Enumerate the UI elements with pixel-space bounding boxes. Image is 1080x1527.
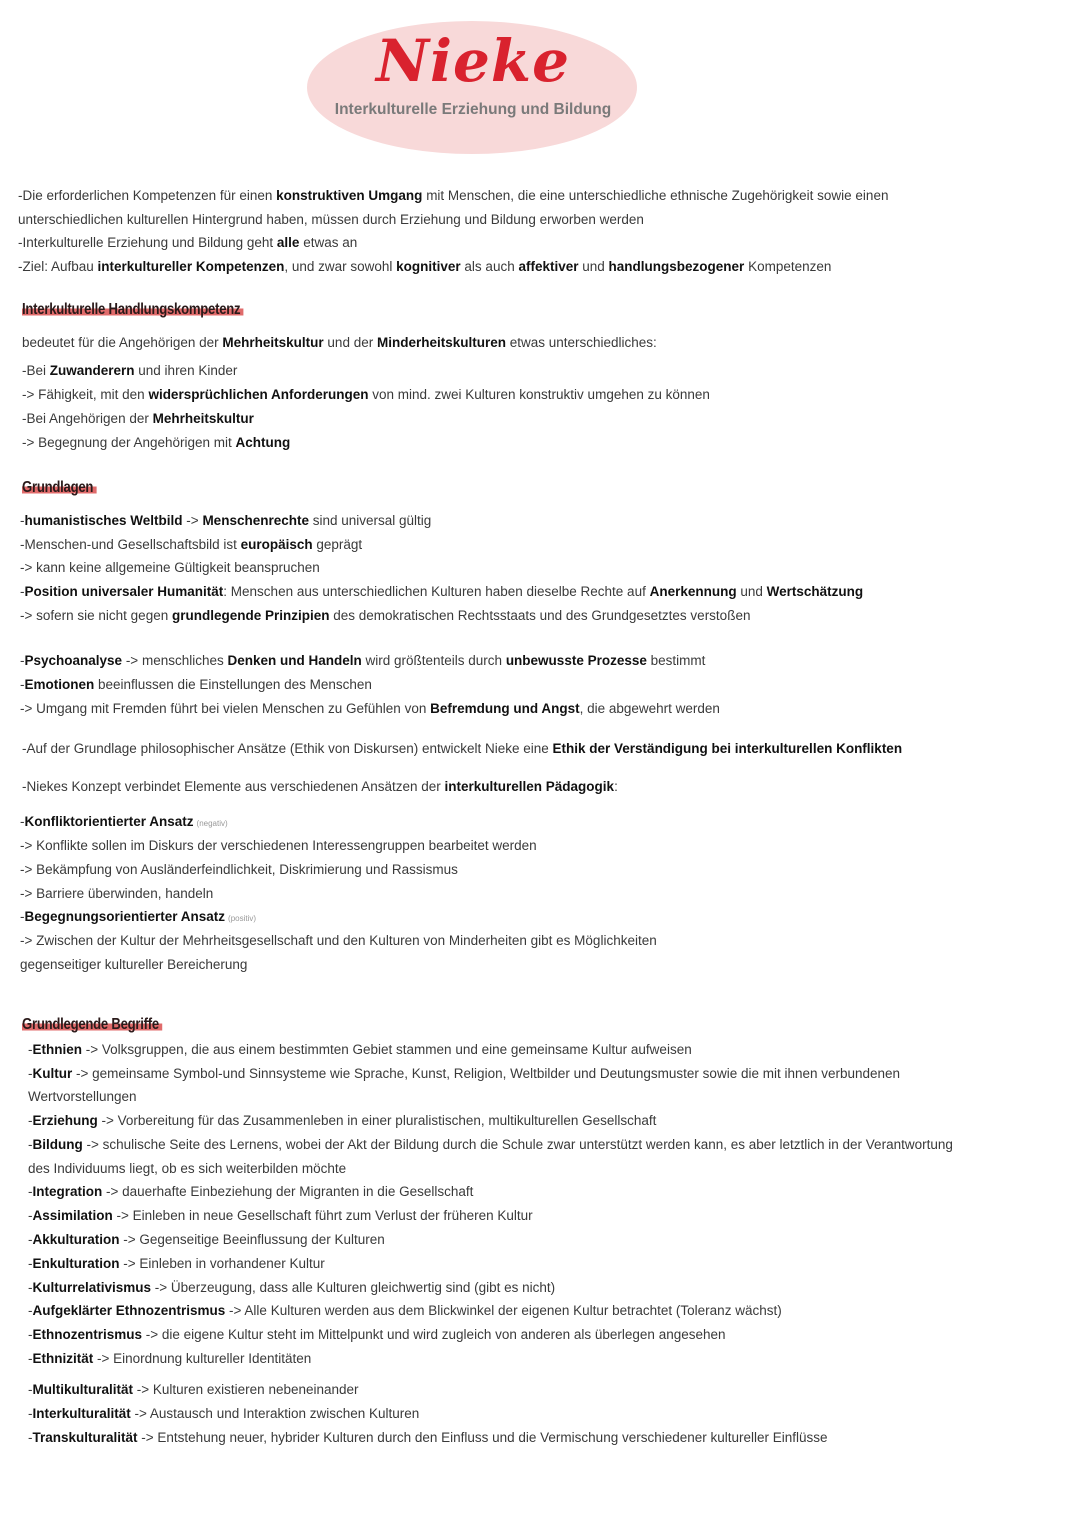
text-segment: bedeutet für die Angehörigen der [22, 335, 223, 350]
emphasized-term: Multikulturalität [32, 1382, 133, 1397]
emphasized-term: Transkulturalität [32, 1430, 138, 1445]
emphasized-term: Bildung [32, 1137, 83, 1152]
emphasized-term: Wertschätzung [766, 584, 864, 599]
text-segment: -Die erforderlichen Kompetenzen für einen [18, 188, 277, 203]
text-segment: - [28, 1280, 33, 1295]
text-line [28, 1160, 346, 1178]
text-segment: -> menschliches [122, 653, 228, 668]
emphasized-term: grundlegende Prinzipien [171, 608, 330, 623]
emphasized-term: Befremdung und Angst [430, 701, 580, 716]
emphasized-term: humanistisches Weltbild [24, 513, 183, 528]
text-segment: -> die eigene Kultur steht im Mittelpunkt und wird zugleich von anderen als überlegen angesehen [142, 1327, 726, 1342]
text-segment: - [28, 1208, 33, 1223]
text-segment: -> Überzeugung, dass alle Kulturen gleichwertig sind (gibt es nicht) [151, 1280, 556, 1295]
text-line [20, 861, 458, 879]
text-segment: -Ziel: Aufbau [18, 259, 98, 274]
text-line [28, 1350, 311, 1368]
text-line [22, 434, 290, 452]
text-segment: - [28, 1184, 33, 1199]
intro-line [18, 211, 644, 229]
emphasized-term: Kultur [32, 1066, 73, 1081]
emphasized-term: Erziehung [32, 1113, 98, 1128]
text-segment: -Menschen-und Gesellschaftsbild ist [20, 537, 241, 552]
text-line [20, 652, 705, 670]
text-segment: , die abgewehrt werden [579, 701, 720, 716]
text-line [28, 1112, 656, 1130]
text-segment: mit Menschen, die eine unterschiedliche ethnische Zugehörigkeit sowie einen [422, 188, 889, 203]
text-line [20, 932, 657, 950]
text-segment: und [578, 259, 609, 274]
text-line [20, 908, 256, 928]
text-line [22, 386, 710, 404]
text-segment: - [20, 513, 25, 528]
heading-text: Interkulturelle Handlungskompetenz [22, 301, 244, 318]
text-segment: -Bei Angehörigen der [22, 411, 153, 426]
emphasized-term: Mehrheitskultur [152, 411, 254, 426]
emphasized-term: Anerkennung [649, 584, 737, 599]
text-line [28, 1279, 555, 1297]
text-line [20, 956, 247, 974]
text-line [28, 1183, 473, 1201]
text-segment: -> Entstehung neuer, hybrider Kulturen durch den Einfluss und die Vermischung verschiedener kultureller Einflüsse [137, 1430, 828, 1445]
text-line [22, 778, 618, 796]
text-line [20, 559, 320, 577]
text-segment: -> schulische Seite des Lernens, wobei der Akt der Bildung durch die Schule zwar unterstützt werden kann, es aber letztlich in der Verantwortung [82, 1137, 953, 1152]
text-line [22, 740, 902, 758]
text-segment: -> Vorbereitung für das Zusammenleben in einer pluralistischen, multikulturellen Gesellschaft [97, 1113, 657, 1128]
text-segment: - [28, 1066, 33, 1081]
text-segment: -> Einleben in neue Gesellschaft führt zum Verlust der früheren Kultur [112, 1208, 533, 1223]
text-segment: -> [182, 513, 203, 528]
text-segment: - [20, 677, 25, 692]
emphasized-term: Position universaler Humanität [24, 584, 224, 599]
text-segment: gegenseitiger kultureller Bereicherung [20, 957, 248, 972]
text-segment: als auch [460, 259, 519, 274]
text-segment: - [28, 1327, 33, 1342]
text-line [20, 700, 720, 718]
text-segment: -Auf der Grundlage philosophischer Ansätze (Ethik von Diskursen) entwickelt Nieke eine [22, 741, 553, 756]
text-segment: -> Konflikte sollen im Diskurs der verschiedenen Interessengruppen bearbeitet werden [20, 838, 537, 853]
text-segment: beeinflussen die Einstellungen des Menschen [94, 677, 372, 692]
emphasized-term: Interkulturalität [32, 1406, 131, 1421]
text-segment: - [28, 1137, 33, 1152]
text-line [28, 1136, 953, 1154]
emphasized-term: Akkulturation [32, 1232, 120, 1247]
text-segment: - [20, 653, 25, 668]
section-heading-begriffe [22, 1015, 162, 1035]
emphasized-term: unbewusste Prozesse [505, 653, 647, 668]
emphasized-term: Mehrheitskultur [222, 335, 324, 350]
page-title: Nieke [375, 27, 571, 95]
text-segment: - [28, 1351, 33, 1366]
text-segment: des demokratischen Rechtsstaats und des Grundgesetztes verstoßen [329, 608, 751, 623]
emphasized-term: Begegnungsorientierter Ansatz [24, 909, 226, 924]
text-segment: -> Gegenseitige Beeinflussung der Kulturen [119, 1232, 385, 1247]
emphasized-term: Ethnozentrismus [32, 1327, 143, 1342]
emphasized-term: Integration [32, 1184, 103, 1199]
text-line [28, 1041, 692, 1059]
text-segment: etwas an [299, 235, 358, 250]
text-line [28, 1255, 325, 1273]
text-segment: des Individuums liegt, ob es sich weiterbilden möchte [28, 1161, 347, 1176]
text-segment: -> Austausch und Interaktion zwischen Kulturen [130, 1406, 420, 1421]
text-segment: unterschiedlichen kulturellen Hintergrund haben, müssen durch Erziehung und Bildung erworben werden [18, 212, 644, 227]
emphasized-term: Emotionen [24, 677, 95, 692]
tag-negativ: (negativ) [196, 819, 228, 828]
text-segment: -Bei [22, 363, 50, 378]
text-segment: und [736, 584, 767, 599]
emphasized-term: Achtung [235, 435, 291, 450]
emphasized-term: alle [276, 235, 300, 250]
intro-line [18, 234, 357, 252]
text-segment: -> kann keine allgemeine Gültigkeit beanspruchen [20, 560, 320, 575]
section-heading-grundlagen [22, 478, 96, 498]
text-segment: bestimmt [646, 653, 706, 668]
text-line [28, 1088, 137, 1106]
text-line [28, 1302, 782, 1320]
emphasized-term: kognitiver [396, 259, 461, 274]
text-line [28, 1326, 726, 1344]
text-segment: - [28, 1256, 33, 1271]
text-segment: -> Umgang mit Fremden führt bei vielen Menschen zu Gefühlen von [20, 701, 431, 716]
text-segment: -> Bekämpfung von Ausländerfeindlichkeit, Diskrimierung und Rassismus [20, 862, 458, 877]
text-segment: etwas unterschiedliches: [505, 335, 657, 350]
text-segment: und ihren Kinder [134, 363, 238, 378]
text-line [20, 885, 213, 903]
intro-line [18, 258, 831, 276]
text-segment: - [28, 1406, 33, 1421]
text-segment: : Menschen aus unterschiedlichen Kulturen haben dieselbe Rechte auf [223, 584, 650, 599]
text-line [28, 1231, 385, 1249]
text-line [20, 813, 228, 833]
heading-text: Grundlagen [22, 479, 96, 496]
text-segment: -> Einordnung kultureller Identitäten [93, 1351, 312, 1366]
text-segment: -> Einleben in vorhandener Kultur [119, 1256, 325, 1271]
text-segment: -Niekes Konzept verbindet Elemente aus verschiedenen Ansätzen der [22, 779, 445, 794]
emphasized-term: Ethik der Verständigung bei interkulturellen Konflikten [552, 741, 903, 756]
emphasized-term: Kulturrelativismus [32, 1280, 152, 1295]
emphasized-term: widersprüchlichen Anforderungen [148, 387, 369, 402]
text-line [28, 1381, 359, 1399]
text-segment: - [28, 1303, 33, 1318]
text-line [28, 1429, 828, 1447]
text-line [20, 676, 372, 694]
text-segment: -> Begegnung der Angehörigen mit [22, 435, 236, 450]
text-segment: - [20, 814, 25, 829]
text-segment: -> Zwischen der Kultur der Mehrheitsgesellschaft und den Kulturen von Minderheiten gibt es Möglichkeiten [20, 933, 657, 948]
emphasized-term: Enkulturation [32, 1256, 120, 1271]
text-segment: -> Barriere überwinden, handeln [20, 886, 214, 901]
emphasized-term: europäisch [240, 537, 313, 552]
emphasized-term: Psychoanalyse [24, 653, 123, 668]
text-segment: - [28, 1430, 33, 1445]
text-segment: sind universal gültig [308, 513, 432, 528]
text-segment: - [28, 1232, 33, 1247]
text-line [22, 410, 254, 428]
text-line [22, 334, 657, 352]
tag-positiv: (positiv) [228, 914, 257, 923]
text-line [28, 1405, 419, 1423]
emphasized-term: Ethnien [32, 1042, 82, 1057]
emphasized-term: Denken und Handeln [227, 653, 362, 668]
text-segment: -> Kulturen existieren nebeneinander [133, 1382, 359, 1397]
text-segment: - [20, 909, 25, 924]
text-segment: geprägt [312, 537, 363, 552]
text-segment: Wertvorstellungen [28, 1089, 137, 1104]
intro-line [18, 187, 888, 205]
emphasized-term: Minderheitskulturen [376, 335, 506, 350]
text-segment: -> gemeinsame Symbol-und Sinnsysteme wie Sprache, Kunst, Religion, Weltbilder und Deutungsmuster sowie die mit ihnen verbundenen [72, 1066, 901, 1081]
text-line [20, 536, 362, 554]
text-segment: - [28, 1042, 33, 1057]
emphasized-term: interkulturellen Pädagogik [444, 779, 615, 794]
text-segment: - [28, 1113, 33, 1128]
text-segment: : [614, 779, 618, 794]
emphasized-term: affektiver [518, 259, 579, 274]
text-segment: - [28, 1382, 33, 1397]
text-segment: von mind. zwei Kulturen konstruktiv umgehen zu können [368, 387, 710, 402]
section-heading-handlungskompetenz [22, 300, 244, 320]
text-segment: -Interkulturelle Erziehung und Bildung geht [18, 235, 277, 250]
text-segment: -> Volksgruppen, die aus einem bestimmten Gebiet stammen und eine gemeinsame Kultur aufweisen [82, 1042, 692, 1057]
text-line [28, 1207, 533, 1225]
emphasized-term: Assimilation [32, 1208, 113, 1223]
text-segment: -> sofern sie nicht gegen [20, 608, 172, 623]
text-line [20, 837, 537, 855]
text-line [20, 607, 750, 625]
text-segment: wird größtenteils durch [361, 653, 506, 668]
emphasized-term: Ethnizität [32, 1351, 94, 1366]
heading-text: Grundlegende Begriffe [22, 1016, 162, 1033]
text-line [28, 1065, 900, 1083]
text-segment: -> Fähigkeit, mit den [22, 387, 149, 402]
text-segment: und der [323, 335, 377, 350]
text-line [22, 362, 237, 380]
text-segment: , und zwar sowohl [284, 259, 397, 274]
text-segment: - [20, 584, 25, 599]
emphasized-term: konstruktiven Umgang [276, 188, 423, 203]
emphasized-term: Zuwanderern [49, 363, 135, 378]
emphasized-term: Menschenrechte [202, 513, 309, 528]
text-line [20, 583, 863, 601]
emphasized-term: Aufgeklärter Ethnozentrismus [32, 1303, 226, 1318]
text-segment: Kompetenzen [744, 259, 832, 274]
page-subtitle: Interkulturelle Erziehung und Bildung [334, 101, 612, 118]
emphasized-term: interkultureller Kompetenzen [97, 259, 285, 274]
text-line [20, 512, 431, 530]
emphasized-term: Konfliktorientierter Ansatz [24, 814, 194, 829]
emphasized-term: handlungsbezogener [608, 259, 745, 274]
text-segment: -> dauerhafte Einbeziehung der Migranten in die Gesellschaft [102, 1184, 474, 1199]
text-segment: -> Alle Kulturen werden aus dem Blickwinkel der eigenen Kultur betrachtet (Toleranz wächst) [225, 1303, 782, 1318]
